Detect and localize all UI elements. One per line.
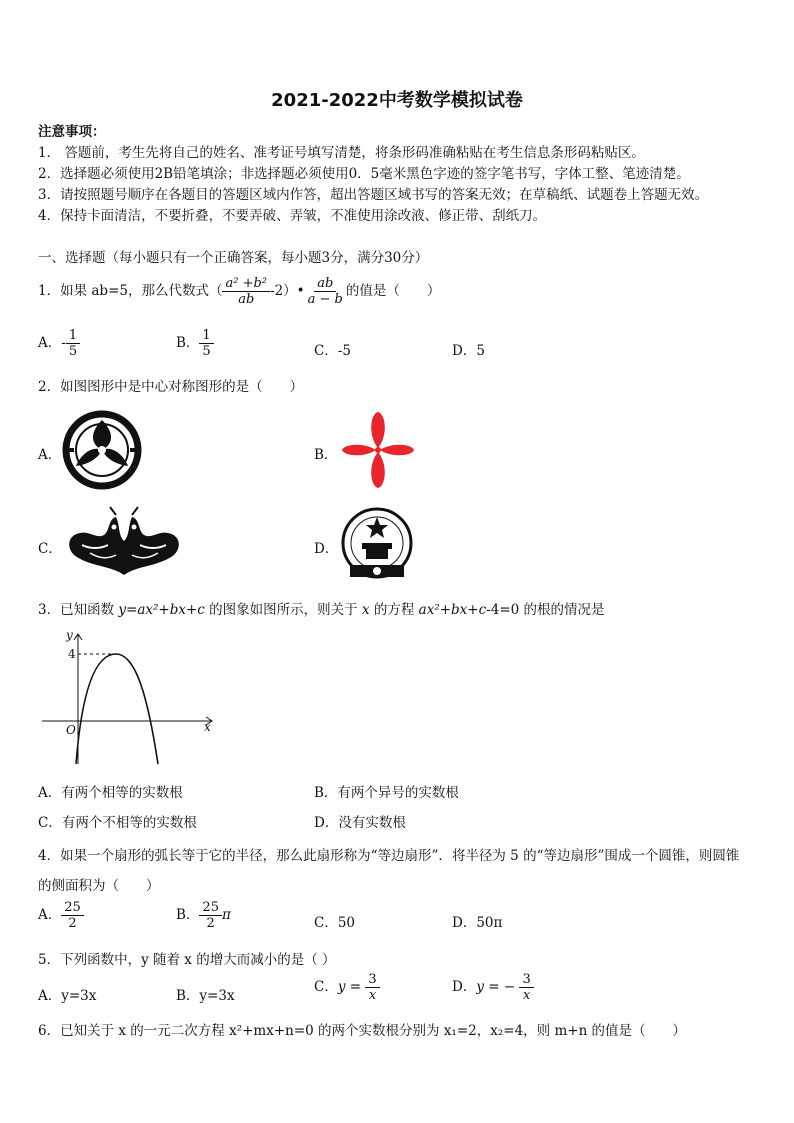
q5-option-c: C．y = $\frac{3}{x}$ <box>314 972 380 1003</box>
question-3-stem: 3．已知函数 y=ax²+bx+c 的图象如图所示，则关于 x 的方程 ax²+bx+c-4=0 的根的情况是 <box>38 602 605 618</box>
question-5-stem: 5．下列函数中，y 随着 x 的增大而减小的是（ ） <box>38 952 336 968</box>
y-tick-label: 4 <box>68 647 76 661</box>
twin-birds-image <box>60 505 188 581</box>
q5-option-d: D．y = − $\frac{3}{x}$ <box>452 972 534 1003</box>
triskelion-emblem-image <box>60 408 144 492</box>
q2-option-b-label: B． <box>314 447 338 463</box>
q2-option-d-label: D． <box>314 541 339 557</box>
national-emblem-image <box>336 505 418 585</box>
q4-option-c: C．50 <box>314 915 356 931</box>
fraction-2: $\frac{ab}{a - b}$ <box>307 276 343 307</box>
q4-option-b: B． $\frac{25}{2}$ π <box>176 900 231 931</box>
origin-label: O <box>66 723 76 737</box>
q3-option-c: C．有两个不相等的实数根 <box>38 815 197 831</box>
q1-option-d: D．5 <box>452 343 485 359</box>
q4-option-d: D．50π <box>452 915 503 931</box>
q3-option-d: D．没有实数根 <box>314 815 406 831</box>
parabola-graph <box>36 628 216 768</box>
note-item-3: 3．请按照题号顺序在各题目的答题区域内作答，超出答题区域书写的答案无效；在草稿纸、试题卷上答题无效。 <box>38 187 709 203</box>
question-4-stem-line1: 4．如果一个扇形的弧长等于它的半径，那么此扇形称为“等边扇形”．将半径为 5 的“等边扇形”围成一个圆锥，则圆锥 <box>38 848 740 864</box>
x-axis-label: x <box>204 720 211 734</box>
y-axis-label: y <box>66 628 73 642</box>
q1-option-c: C．-5 <box>314 343 351 359</box>
q3-option-b: B．有两个异号的实数根 <box>314 785 459 801</box>
question-1-stem: 1．如果 ab=5，那么代数式（ $\frac{\text{a² +b²}}{ab}$ -2）• $\frac{ab}{a - b}$ 的值是（ ） <box>38 276 441 307</box>
q1-option-a: A．- $\frac{1}{5}$ <box>38 328 80 359</box>
notes-heading: 注意事项： <box>38 124 106 140</box>
question-6-stem: 6．已知关于 x 的一元二次方程 x²+mx+n=0 的两个实数根分别为 x₁=2，x₂=4，则 m+n 的值是（ ） <box>38 1023 687 1039</box>
q1-option-b: B． $\frac{1}{5}$ <box>176 328 214 359</box>
q4-option-a: A． $\frac{25}{2}$ <box>38 900 84 931</box>
note-item-1: 1． 答题前，考生先将自己的姓名、准考证号填写清楚，将条形码准确粘贴在考生信息条形码粘贴区。 <box>38 145 645 161</box>
note-item-4: 4．保持卡面清洁，不要折叠，不要弄破、弄皱，不准使用涂改液、修正带、刮纸刀。 <box>38 208 547 224</box>
q2-option-c-label: C． <box>38 541 62 557</box>
question-4-stem-line2: 的侧面积为（ ） <box>38 878 160 894</box>
fraction-1: $\frac{\text{a² +b²}}{ab}$ <box>222 276 270 307</box>
section-heading: 一、选择题（每小题只有一个正确答案，每小题3分，满分30分） <box>38 250 429 266</box>
question-2-stem: 2．如图图形中是中心对称图形的是（ ） <box>38 379 304 395</box>
q5-option-a: A．y=3x <box>38 988 97 1004</box>
q5-option-b: B．y=3x <box>176 988 235 1004</box>
page-title: 2021-2022中考数学模拟试卷 <box>271 90 523 111</box>
note-item-2: 2．选择题必须使用2B铅笔填涂；非选择题必须使用0．5毫米黑色字迹的签字笔书写，字体工整、笔迹清楚。 <box>38 166 690 182</box>
q2-option-a-label: A． <box>38 447 62 463</box>
q3-option-a: A．有两个相等的实数根 <box>38 785 183 801</box>
red-flower-image <box>336 408 420 492</box>
